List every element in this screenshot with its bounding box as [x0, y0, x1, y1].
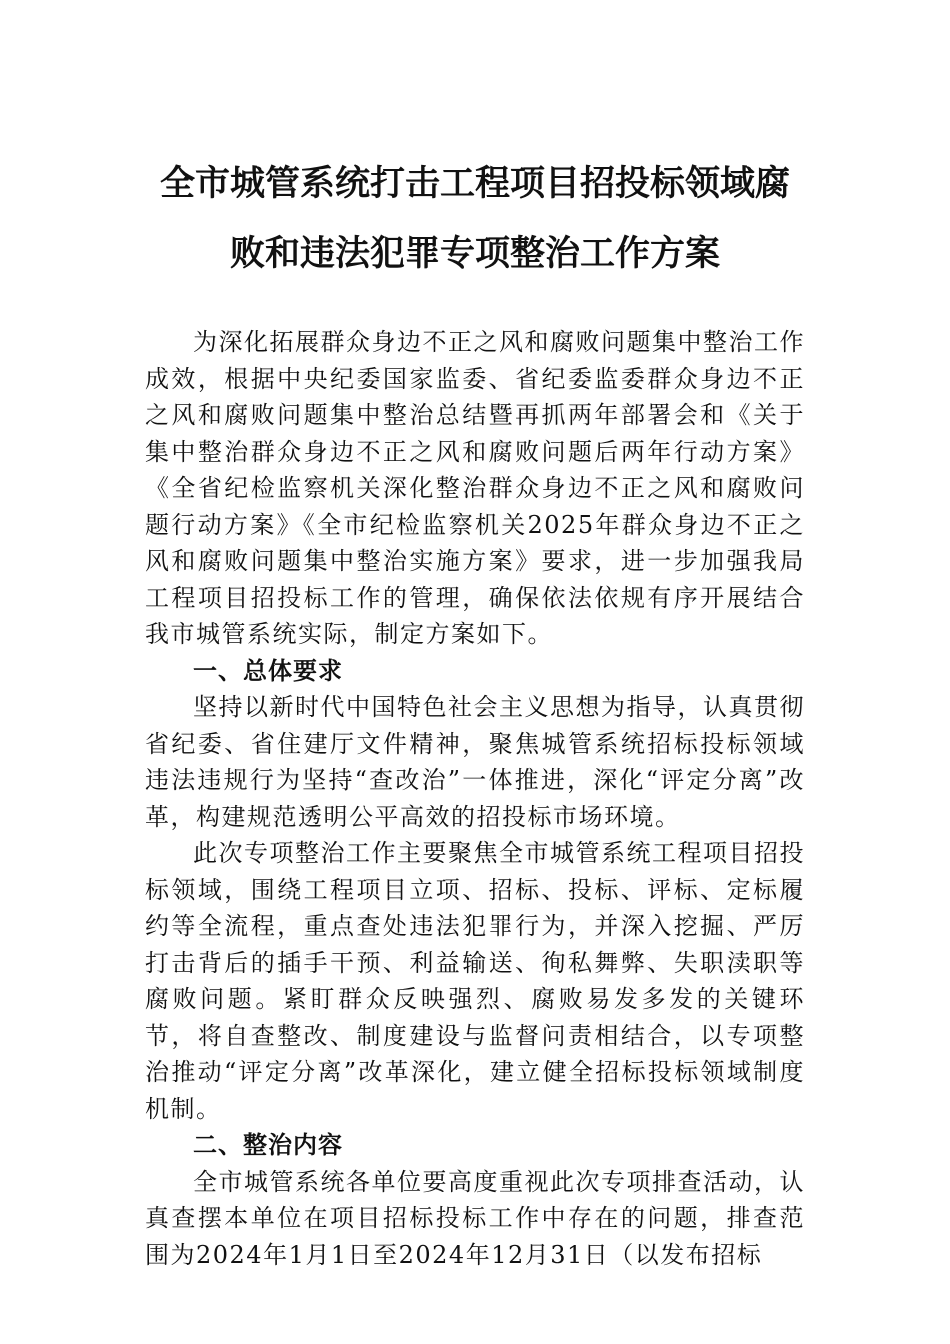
section-heading-general-requirements: 一、总体要求	[193, 656, 343, 685]
section1-paragraph-2: 此次专项整治工作主要聚焦全市城管系统工程项目招投标领域，围绕工程项目立项、招标、投标、评标、定标履约等全流程，重点查处违法犯罪行为，并深入挖掘、严厉打击背后的插手干预、利益输送、徇私舞弊、失职渎职等腐败问题。紧盯群众反映强烈、腐败易发多发的关键环节，将自查整改、制度建设与监督问责相结合，以专项整治推动“评定分离”改革深化，建立健全招标投标领域制度机制。	[145, 839, 805, 1123]
section1-paragraph-1: 坚持以新时代中国特色社会主义思想为指导，认真贯彻省纪委、省住建厅文件精神，聚焦城管系统招标投标领域违法违规行为坚持“查改治”一体推进，深化“评定分离”改革，构建规范透明公平高效的招投标市场环境。	[145, 693, 805, 831]
intro-paragraph: 为深化拓展群众身边不正之风和腐败问题集中整治工作成效，根据中央纪委国家监委、省纪委监委群众身边不正之风和腐败问题集中整治总结暨再抓两年部署会和《关于集中整治群众身边不正之风和腐败问题后两年行动方案》《全省纪检监察机关深化整治群众身边不正之风和腐败问题行动方案》《全市纪检监察机关2025年群众身边不正之风和腐败问题集中整治实施方案》要求，进一步加强我局工程项目招投标工作的管理，确保依法依规有序开展结合我市城管系统实际，制定方案如下。	[145, 328, 805, 648]
section2-paragraph-1: 全市城管系统各单位要高度重视此次专项排查活动，认真查摆本单位在项目招标投标工作中存在的问题，排查范围为2024年1月1日至2024年12月31日（以发布招标	[145, 1167, 805, 1269]
document-title-line-2: 败和违法犯罪专项整治工作方案	[229, 233, 720, 274]
section-heading-rectification-content: 二、整治内容	[193, 1131, 343, 1159]
document-title-line-1: 全市城管系统打击工程项目招投标领域腐	[159, 163, 790, 204]
document-body	[145, 324, 805, 1273]
